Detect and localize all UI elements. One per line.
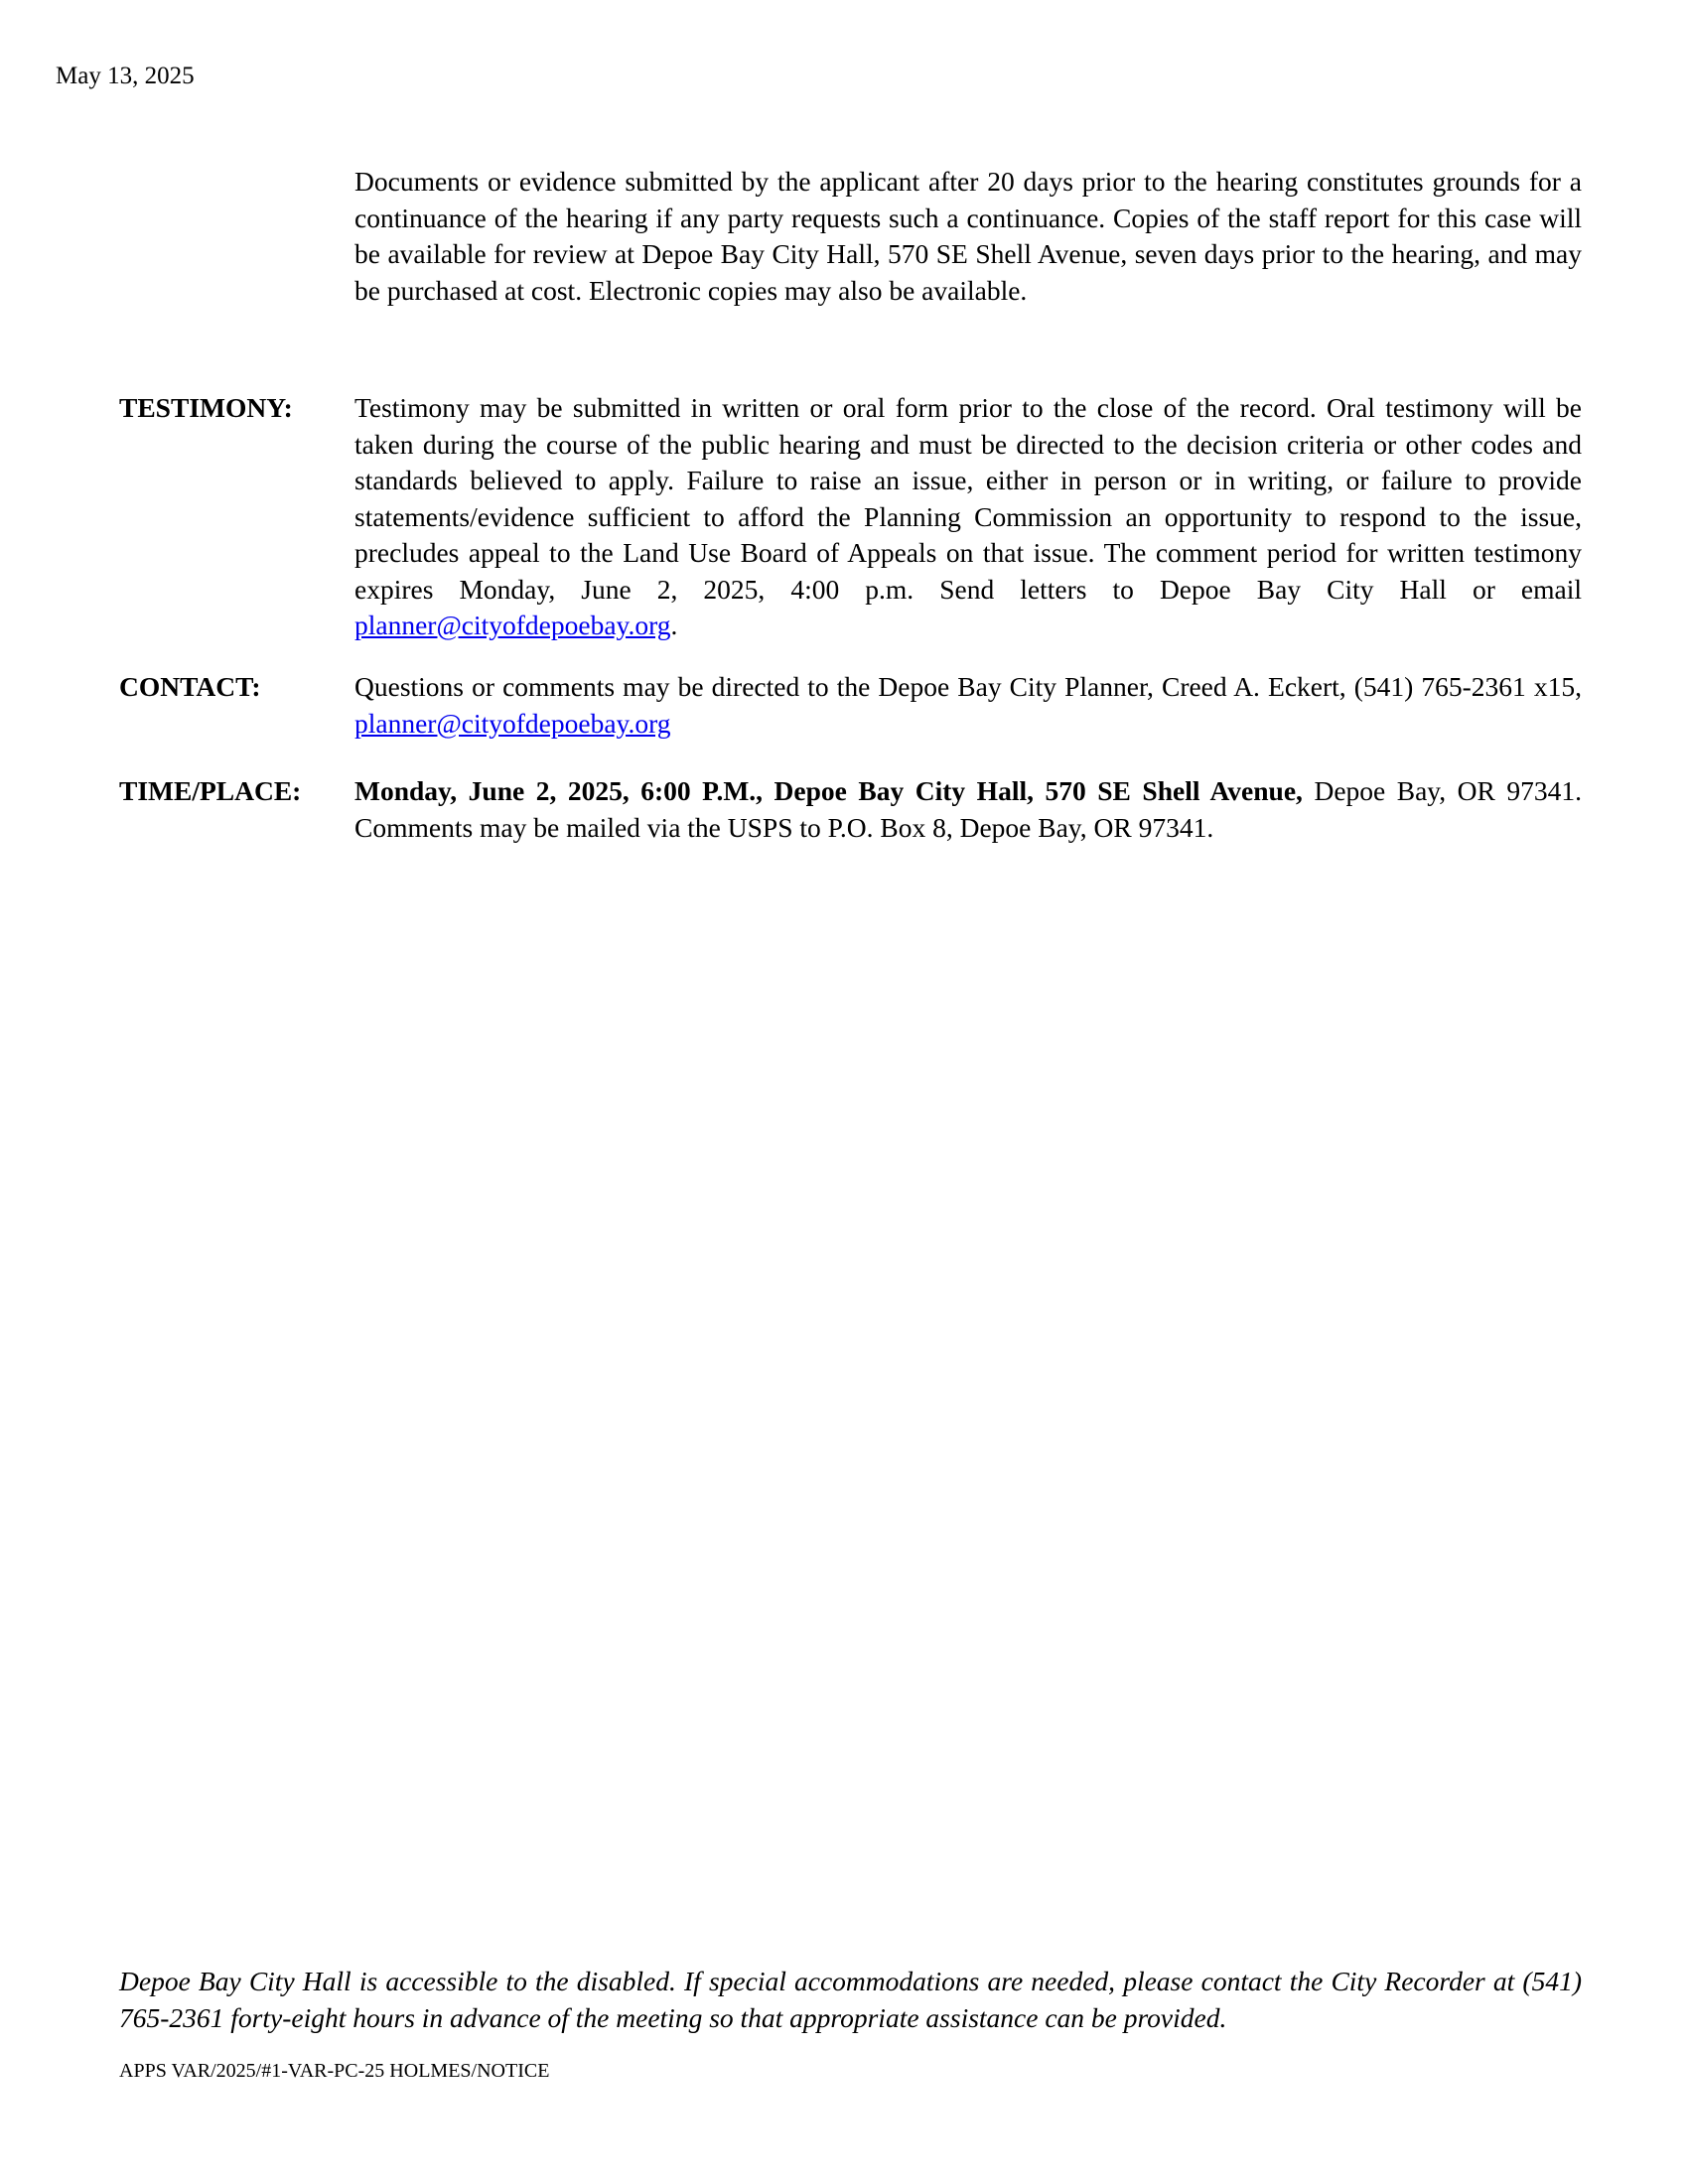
time-place-section bbox=[119, 773, 1582, 846]
time-place-bold-text: Monday, June 2, 2025, 6:00 P.M., Depoe Bay City Hall, 570 SE Shell Avenue, bbox=[354, 775, 1303, 806]
intro-paragraph: Documents or evidence submitted by the applicant after 20 days prior to the hearing constitutes grounds for a continuance of the hearing if any party requests such a continuance. Copies of the staff report for this case will be available for review at Depoe Bay City Hall, 570 SE Shell Avenue, seven days prior to the hearing, and may be purchased at cost. Electronic copies may also be available. bbox=[354, 166, 1582, 306]
testimony-end: . bbox=[670, 610, 678, 640]
testimony-label: TESTIMONY: bbox=[119, 392, 293, 423]
time-place-body bbox=[354, 773, 1582, 846]
time-place-text: Depoe Bay, OR 97341. Comments may be mailed via the USPS to P.O. Box 8, Depoe Bay, OR 97341. bbox=[354, 775, 1582, 843]
accessibility-note: Depoe Bay City Hall is accessible to the disabled. If special accommodations are needed, please contact the City Recorder at (541) 765-2361 forty-eight hours in advance of the meeting so that appropriate assistance can be provided. bbox=[119, 1966, 1582, 2033]
testimony-body bbox=[354, 390, 1582, 644]
time-place-label: TIME/PLACE: bbox=[119, 775, 302, 806]
contact-label: CONTACT: bbox=[119, 671, 261, 702]
contact-body bbox=[354, 669, 1582, 742]
testimony-email-link[interactable]: planner@cityofdepoebay.org bbox=[354, 610, 671, 640]
testimony-section bbox=[119, 390, 1582, 644]
contact-section bbox=[119, 669, 1582, 742]
contact-email-link[interactable]: planner@cityofdepoebay.org bbox=[354, 707, 671, 739]
contact-text: Questions or comments may be directed to the Depoe Bay City Planner, Creed A. Eckert, (541) 765-2361 x15, bbox=[354, 671, 1582, 702]
file-reference: APPS VAR/2025/#1-VAR-PC-25 HOLMES/NOTICE bbox=[119, 2060, 550, 2082]
document-date: May 13, 2025 bbox=[56, 63, 195, 89]
testimony-text: Testimony may be submitted in written or oral form prior to the close of the record. Oral testimony will be taken during the course of the public hearing and must be directed to the decision criteria or other codes and standards believed to apply. Failure to raise an issue, either in person or in writing, or failure to provide statements/evidence sufficient to afford the Planning Commission an opportunity to respond to the issue, precludes appeal to the Land Use Board of Appeals on that issue. The comment period for written testimony expires Monday, June 2, 2025, 4:00 p.m. Send letters to Depoe Bay City Hall or email bbox=[354, 392, 1582, 605]
